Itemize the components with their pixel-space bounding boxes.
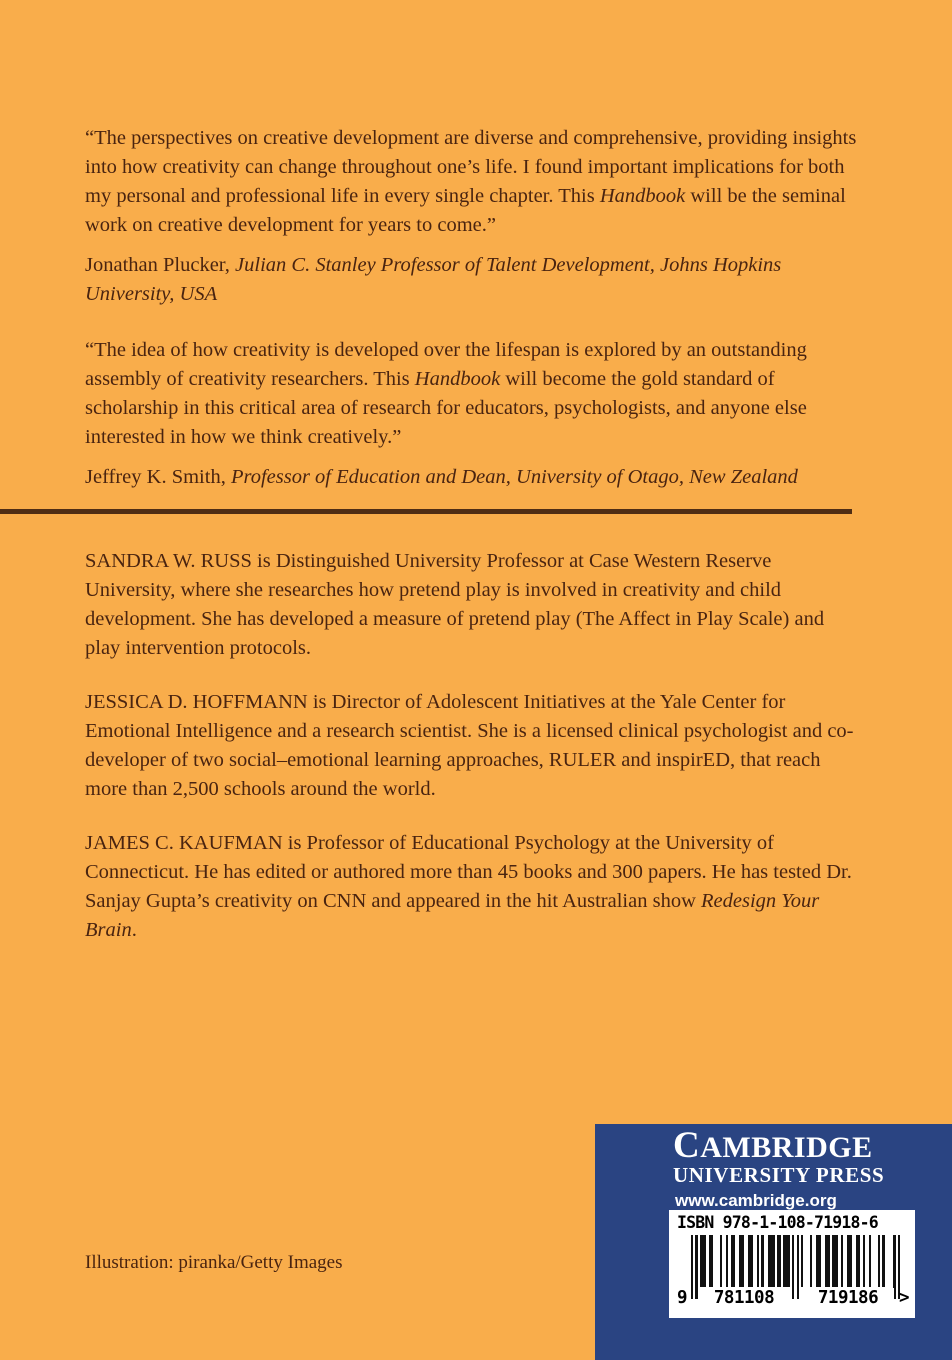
illustration-credit: Illustration: piranka/Getty Images bbox=[85, 1252, 343, 1273]
quote-text: “The perspectives on creative development are diverse and comprehensive, providing insights into how creativity can change throughout one’s life. I found important implications for both my personal and professional life in every single chapter. This Handbook will be the seminal work on creative development for years to come.” bbox=[85, 127, 857, 236]
barcode-digit-group-2: 719186 bbox=[802, 1288, 894, 1311]
barcode-digit-group-1: 781108 bbox=[698, 1288, 790, 1311]
publisher-website-url: www.cambridge.org bbox=[675, 1191, 837, 1210]
quote-text: “The idea of how creativity is developed over the lifespan is explored by an outstanding assembly of creativity researchers. This Handbook will become the gold standard of scholarship in this critical area of research for educators, psychologists, and anyone else interested in how we think creatively.” bbox=[85, 339, 807, 448]
endorsement-quote-1 bbox=[85, 124, 857, 309]
back-cover-text-column bbox=[85, 124, 857, 945]
quote-attribution: Jonathan Plucker, Julian C. Stanley Professor of Talent Development, Johns Hopkins University, USA bbox=[85, 254, 782, 305]
author-bio-russ: SANDRA W. RUSS is Distinguished University Professor at Case Western Reserve University, where she researches how pretend play is involved in creativity and child development. She has developed a measure of pretend play (The Affect in Play Scale) and play intervention protocols. bbox=[85, 550, 825, 659]
cambridge-wordmark: CAMBRIDGE bbox=[673, 1125, 873, 1166]
ean13-barcode bbox=[677, 1235, 910, 1311]
quote-attribution: Jeffrey K. Smith, Professor of Education and Dean, University of Otago, New Zealand bbox=[85, 466, 798, 488]
university-press-wordmark: UNIVERSITY PRESS bbox=[673, 1163, 885, 1187]
barcode-quiet-zone-arrow: > bbox=[899, 1288, 910, 1308]
publisher-logo bbox=[673, 1125, 885, 1211]
barcode-digit-prefix: 9 bbox=[677, 1288, 688, 1308]
author-bio-hoffmann: JESSICA D. HOFFMANN is Director of Adolescent Initiatives at the Yale Center for Emotional Intelligence and a research scientist. She is a licensed clinical psychologist and co-developer of two social–emotional learning approaches, RULER and inspirED, that reach more than 2,500 schools around the world. bbox=[85, 691, 854, 800]
section-divider-rule bbox=[0, 509, 852, 514]
author-bio-kaufman: JAMES C. KAUFMAN is Professor of Educational Psychology at the University of Connecticut. He has edited or authored more than 45 books and 300 papers. He has tested Dr. Sanjay Gupta’s creativity on CNN and appeared in the hit Australian show Redesign Your Brain. bbox=[85, 832, 852, 941]
isbn-barcode-box bbox=[669, 1210, 915, 1318]
isbn-number-label: ISBN 978-1-108-71918-6 bbox=[677, 1213, 878, 1232]
publisher-panel bbox=[595, 1124, 952, 1360]
endorsement-quote-2 bbox=[85, 336, 857, 492]
